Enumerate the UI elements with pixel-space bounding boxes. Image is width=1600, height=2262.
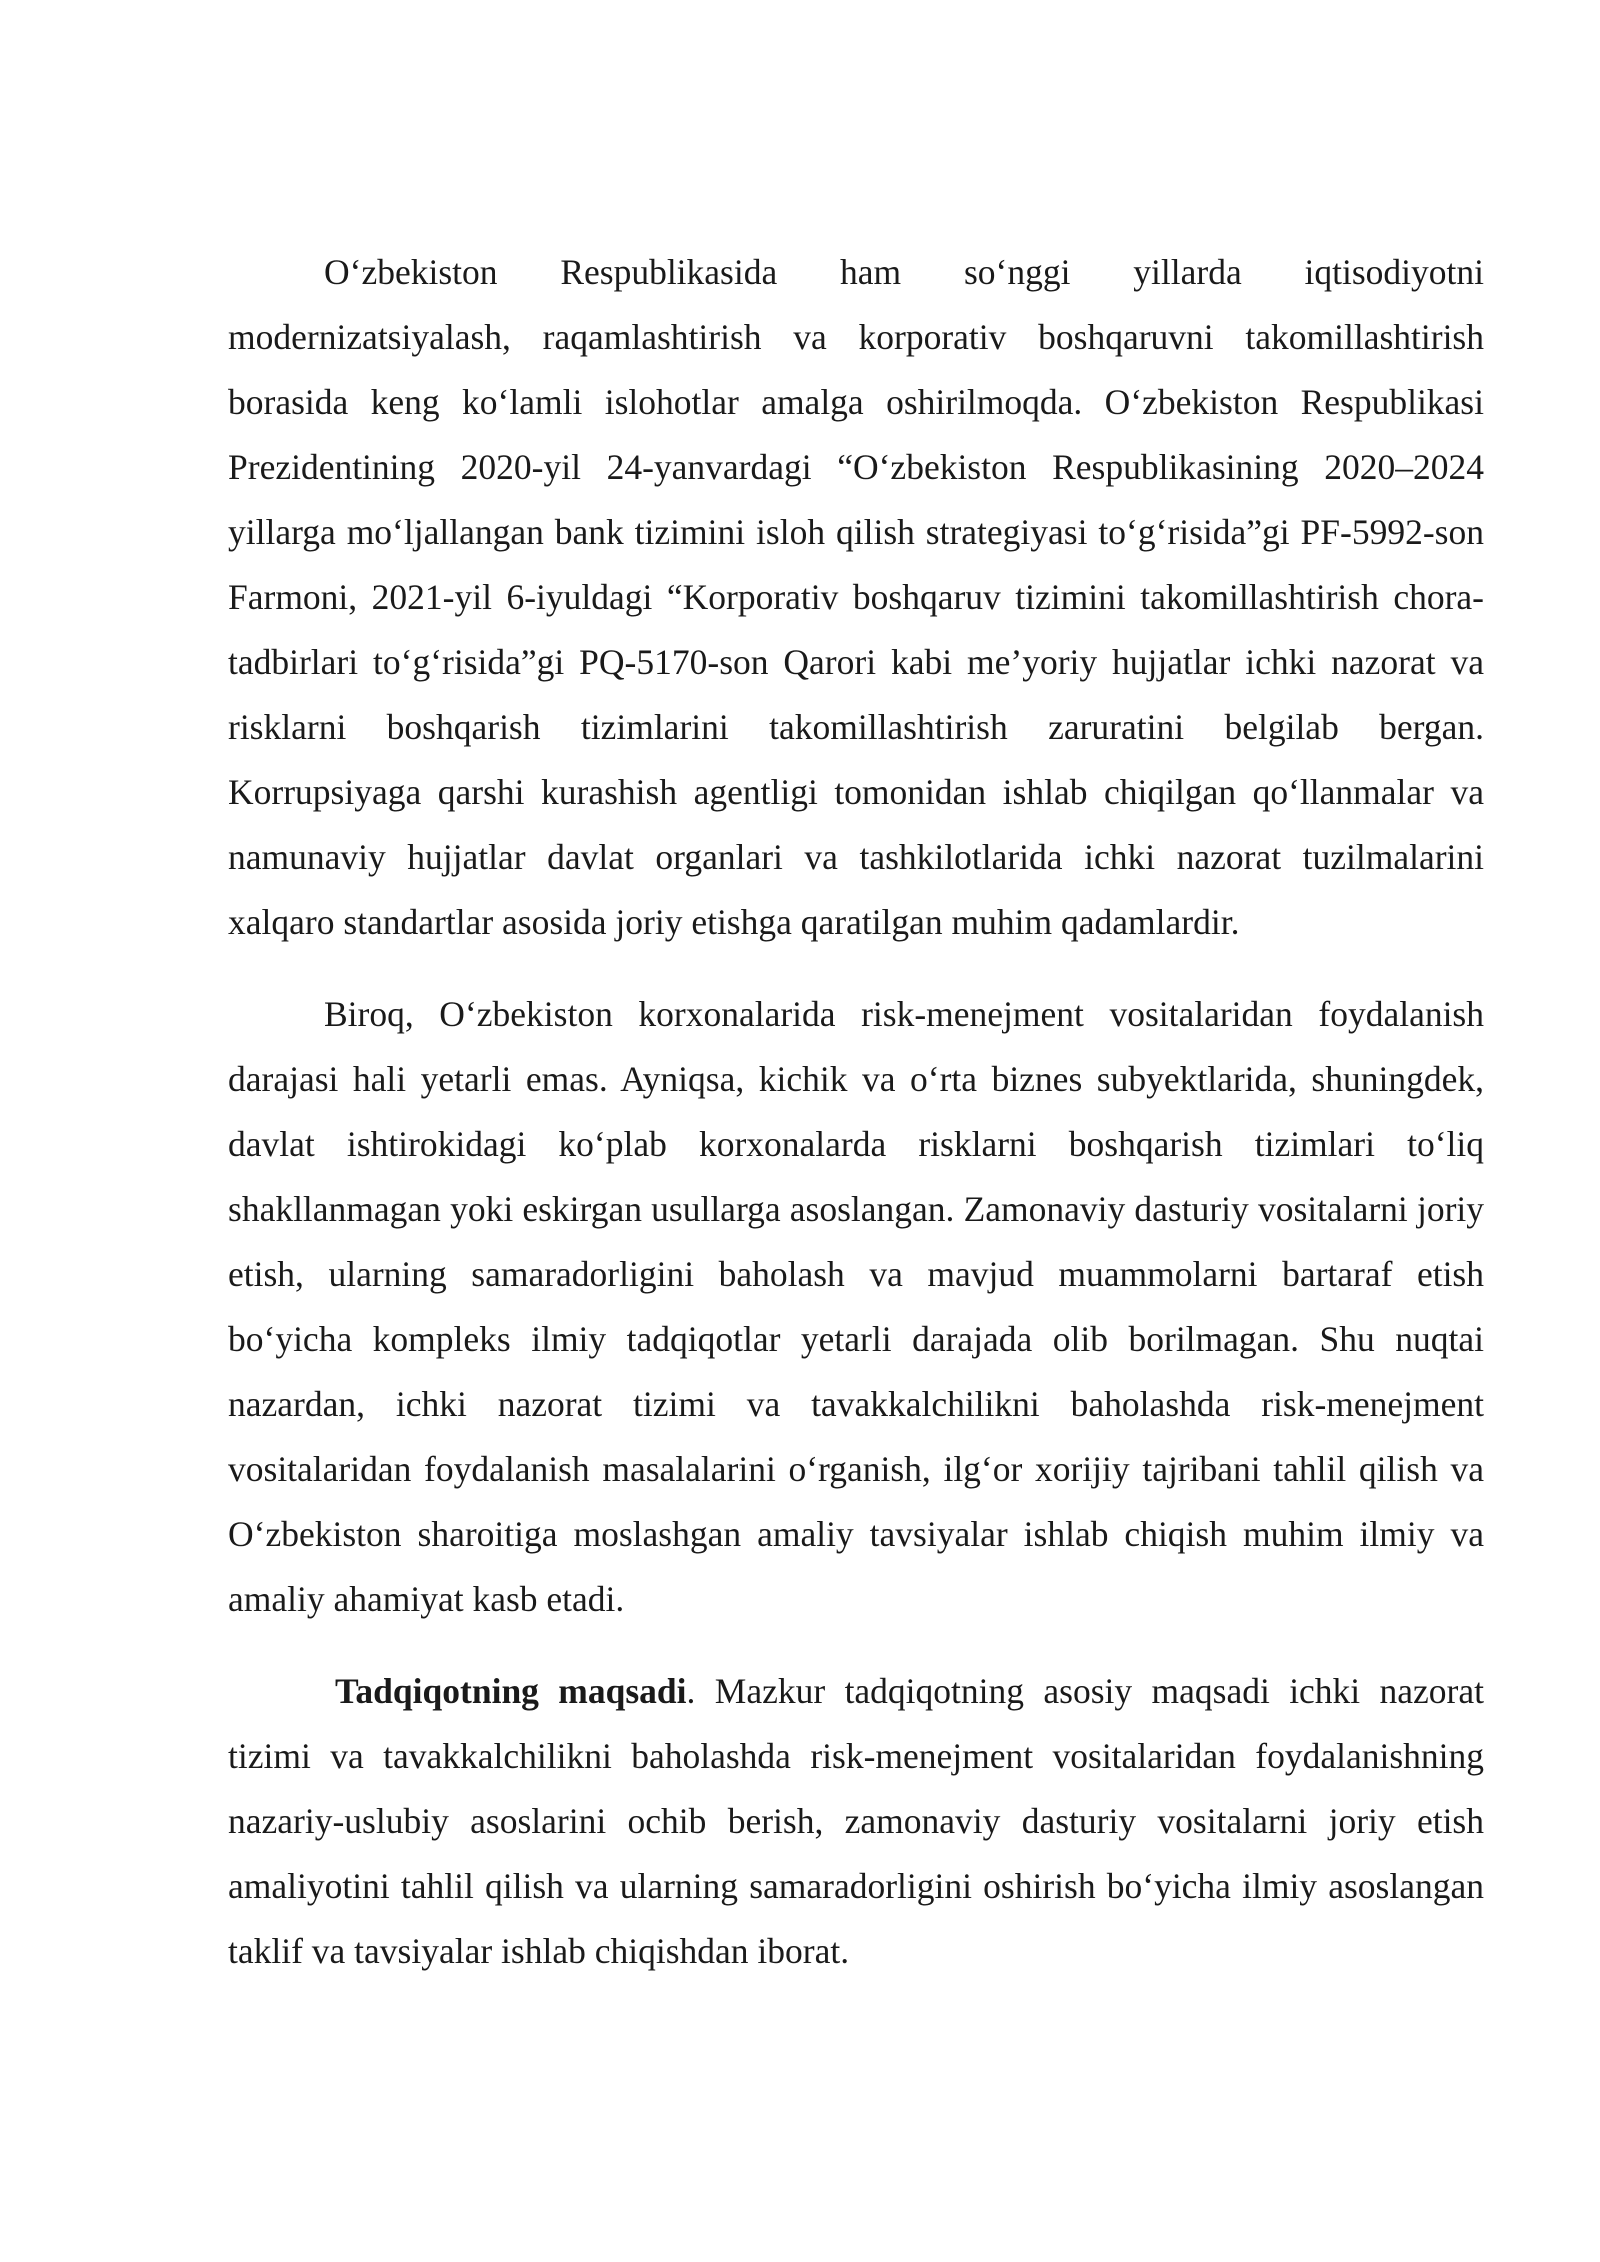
paragraph-problem: Biroq, O‘zbekiston korxonalarida risk-menejment vositalaridan foydalanish darajasi hali yetarli emas. Ayniqsa, kichik va o‘rta biznes subyektlarida, shuningdek, davlat ishtirokidagi ko‘plab korxonalarda risklarni boshqarish tizimlari to‘liq shakllanmagan yoki eskirgan usullarga asoslangan. Zamonaviy dasturiy vositalarni joriy etish, ularning samaradorligini baholash va mavjud muammolarni bartaraf etish bo‘yicha kompleks ilmiy tadqiqotlar yetarli darajada olib borilmagan. Shu nuqtai nazardan, ichki nazorat tizimi va tavakkalchilikni baholashda risk-menejment vositalaridan foydalanish masalalarini o‘rganish, ilg‘or xorijiy tajribani tahlil qilish va O‘zbekiston sharoitiga moslashgan amaliy tavsiyalar ishlab chiqish muhim ilmiy va amaliy ahamiyat kasb etadi. — [228, 994, 1484, 1619]
research-aim-heading: Tadqiqotning maqsadi — [335, 1671, 687, 1711]
paragraph-reforms: O‘zbekiston Respublikasida ham so‘nggi yillarda iqtisodiyotni modernizatsiyalash, raqamlashtirish va korporativ boshqaruvni takomillashtirish borasida keng ko‘lamli islohotlar amalga oshirilmoqda. O‘zbekiston Respublikasi Prezidentining 2020-yil 24-yanvardagi “O‘zbekiston Respublikasining 2020–2024 yillarga mo‘ljallangan bank tizimini isloh qilish strategiyasi to‘g‘risida”gi PF-5992-son Farmoni, 2021-yil 6-iyuldagi “Korporativ boshqaruv tizimini takomillashtirish chora-tadbirlari to‘g‘risida”gi PQ-5170-son Qarori kabi me’yoriy hujjatlar ichki nazorat va risklarni boshqarish tizimlarini takomillashtirish zaruratini belgilab bergan. Korrupsiyaga qarshi kurashish agentligi tomonidan ishlab chiqilgan qo‘llanmalar va namunaviy hujjatlar davlat organlari va tashkilotlarida ichki nazorat tuzilmalarini xalqaro standartlar asosida joriy etishga qaratilgan muhim qadamlardir. — [228, 252, 1484, 942]
body-text — [228, 240, 1484, 1984]
paragraph-research-aim — [228, 1659, 1484, 1984]
research-aim-text: . Mazkur tadqiqotning asosiy maqsadi ichki nazorat tizimi va tavakkalchilikni baholashda risk-menejment vositalaridan foydalanishning nazariy-uslubiy asoslarini ochib berish, zamonaviy dasturiy vositalarni joriy etish amaliyotini tahlil qilish va ularning samaradorligini oshirish bo‘yicha ilmiy asoslangan taklif va tavsiyalar ishlab chiqishdan iborat. — [228, 1671, 1484, 1971]
